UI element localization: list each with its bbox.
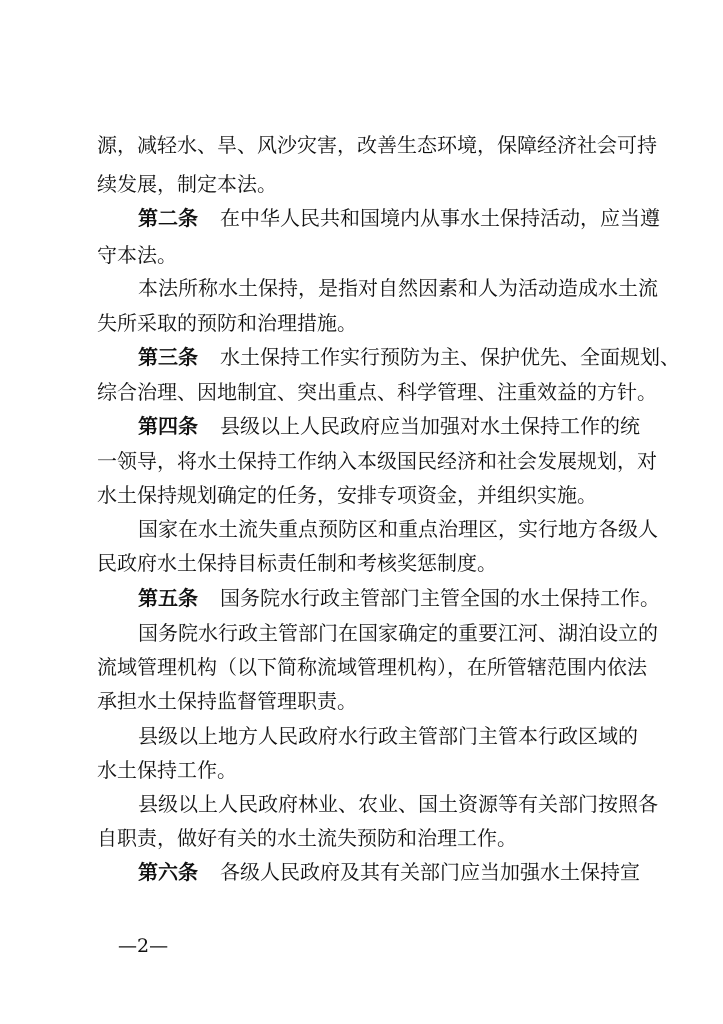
line-text: 流域管理机构（以下简称流域管理机构），在所管辖范围内依法	[97, 655, 647, 679]
article-line	[138, 860, 640, 884]
page-number: —2—	[118, 935, 169, 957]
line-text: 县级以上地方人民政府水行政主管部门主管本行政区域的	[138, 724, 638, 748]
line-text: 承担水土保持监督管理职责。	[97, 689, 357, 713]
text-line	[97, 133, 657, 157]
line-text: 续发展，制定本法。	[97, 172, 277, 196]
article-heading: 第五条	[138, 586, 198, 610]
text-line	[138, 792, 658, 816]
text-line	[97, 689, 357, 713]
text-line	[97, 483, 597, 507]
article-line	[138, 586, 660, 610]
text-line	[97, 758, 237, 782]
line-text: 国务院水行政主管部门主管全国的水土保持工作。	[220, 586, 660, 610]
article-line	[138, 206, 660, 230]
line-text: 在中华人民共和国境内从事水土保持活动，应当遵	[220, 206, 660, 230]
text-line	[138, 517, 658, 541]
line-text: 国家在水土流失重点预防区和重点治理区，实行地方各级人	[138, 517, 658, 541]
text-line	[138, 276, 658, 300]
line-text: 自职责，做好有关的水土流失预防和治理工作。	[97, 826, 517, 850]
line-text: 守本法。	[97, 243, 177, 267]
line-text: 水土保持规划确定的任务，安排专项资金，并组织实施。	[97, 483, 597, 507]
line-text: 水土保持工作实行预防为主、保护优先、全面规划、	[220, 345, 680, 369]
text-line	[97, 551, 497, 575]
line-text: 国务院水行政主管部门在国家确定的重要江河、湖泊设立的	[138, 621, 658, 645]
text-line	[97, 655, 647, 679]
article-heading: 第三条	[138, 345, 198, 369]
text-line	[138, 621, 658, 645]
text-line	[97, 243, 177, 267]
article-heading: 第二条	[138, 206, 198, 230]
line-text: 源，减轻水、旱、风沙灾害，改善生态环境，保障经济社会可持	[97, 133, 657, 157]
text-line	[97, 449, 657, 473]
article-line	[138, 414, 640, 438]
text-line	[97, 380, 657, 404]
line-text: 综合治理、因地制宜、突出重点、科学管理、注重效益的方针。	[97, 380, 657, 404]
line-text: 本法所称水土保持，是指对自然因素和人为活动造成水土流	[138, 276, 658, 300]
text-line	[138, 724, 638, 748]
line-text: 一领导，将水土保持工作纳入本级国民经济和社会发展规划，对	[97, 449, 657, 473]
article-heading: 第四条	[138, 414, 198, 438]
line-text: 民政府水土保持目标责任制和考核奖惩制度。	[97, 551, 497, 575]
line-text: 县级以上人民政府应当加强对水土保持工作的统	[220, 414, 640, 438]
article-line	[138, 345, 680, 369]
line-text: 各级人民政府及其有关部门应当加强水土保持宣	[220, 860, 640, 884]
line-text: 失所采取的预防和治理措施。	[97, 311, 357, 335]
text-line	[97, 826, 517, 850]
line-text: 县级以上人民政府林业、农业、国土资源等有关部门按照各	[138, 792, 658, 816]
line-text: 水土保持工作。	[97, 758, 237, 782]
article-heading: 第六条	[138, 860, 198, 884]
text-line	[97, 172, 277, 196]
text-line	[97, 311, 357, 335]
